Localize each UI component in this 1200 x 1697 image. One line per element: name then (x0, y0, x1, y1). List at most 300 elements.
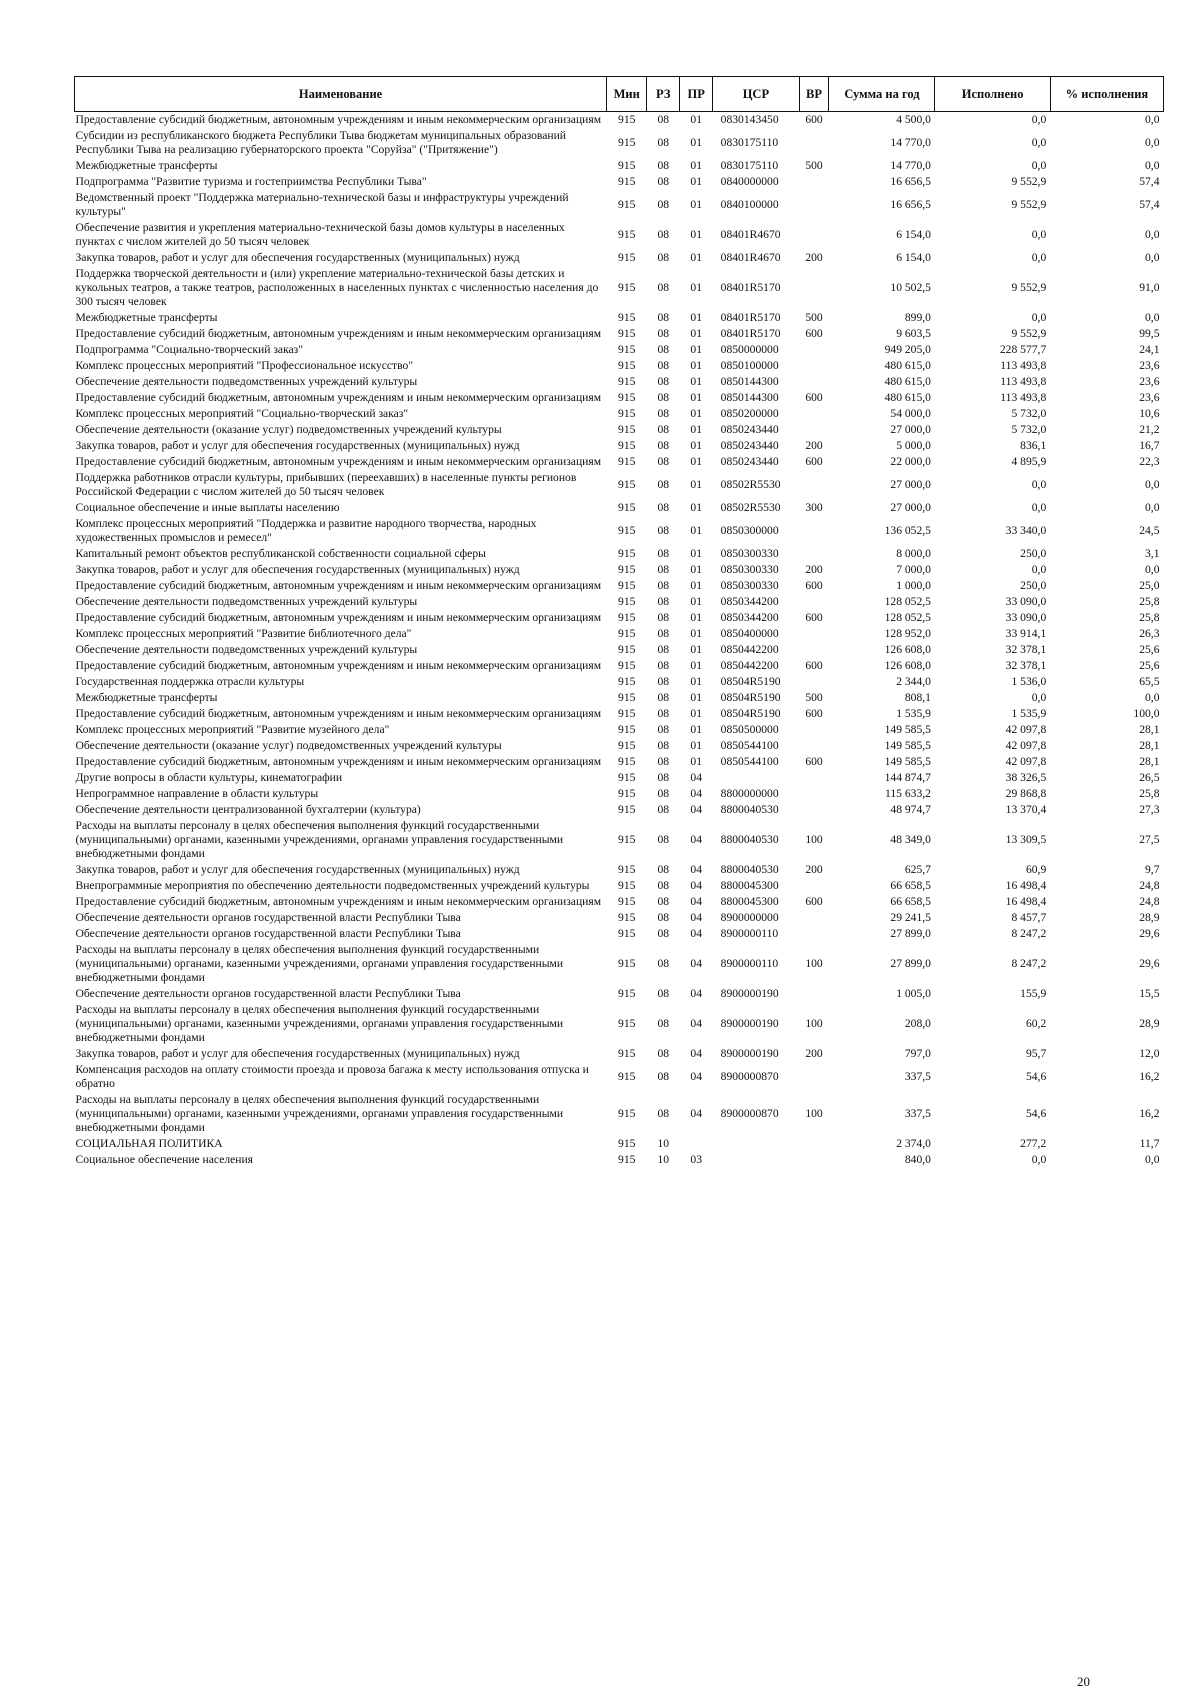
cell-vr: 100 (805, 1107, 823, 1120)
col-header-pr: ПР (680, 77, 713, 112)
cell-pct: 26,5 (1139, 771, 1160, 784)
table-row (75, 406, 1164, 422)
cell-vr (799, 770, 829, 786)
cell-csr: 08401R5170 (720, 281, 781, 294)
cell-vr: 100 (805, 833, 823, 846)
cell-vr: 200 (805, 1047, 823, 1060)
cell-csr: 0840000000 (720, 175, 779, 188)
cell-pr: 01 (690, 675, 702, 688)
table-row (75, 174, 1164, 190)
table-row (75, 112, 1164, 129)
cell-pr: 01 (690, 739, 702, 752)
cell-name: Государственная поддержка отрасли культуры (75, 675, 305, 688)
cell-vr (799, 1152, 829, 1168)
cell-rz: 08 (657, 198, 670, 211)
cell-pct: 24,1 (1139, 343, 1160, 356)
cell-pr: 04 (690, 987, 702, 1000)
cell-pct: 25,0 (1139, 579, 1160, 592)
cell-done: 33 090,0 (1005, 611, 1047, 624)
col-header-pct: % исполнения (1050, 77, 1163, 112)
cell-name: Расходы на выплаты персоналу в целях обеспечения выполнения функций государственными (муниципальными) органами, казенными учреждениями, органами управления государственными внебюджетными фондами (75, 1003, 564, 1044)
cell-rz: 08 (657, 423, 670, 436)
cell-name: Обеспечение деятельности органов государственной власти Республики Тыва (75, 927, 461, 940)
cell-sum: 797,0 (904, 1047, 931, 1060)
cell-name: Подпрограмма "Социально-творческий заказ" (75, 343, 303, 356)
cell-vr (799, 358, 829, 374)
cell-rz: 08 (657, 755, 670, 768)
budget-table (74, 76, 1164, 1168)
cell-pr: 01 (690, 198, 702, 211)
cell-csr: 0830175110 (720, 159, 779, 172)
cell-csr: 08401R5170 (720, 311, 781, 324)
cell-name: Межбюджетные трансферты (75, 159, 218, 172)
cell-name: Расходы на выплаты персоналу в целях обеспечения выполнения функций государственными (муниципальными) органами, казенными учреждениями, органами управления государственными внебюджетными фондами (75, 1093, 564, 1134)
cell-name: Предоставление субсидий бюджетным, автономным учреждениям и иным некоммерческим организациям (75, 391, 602, 404)
cell-sum: 149 585,5 (884, 755, 931, 768)
cell-name: Непрограммное направление в области культуры (75, 787, 319, 800)
cell-min: 915 (618, 627, 636, 640)
cell-min: 915 (618, 175, 636, 188)
cell-pr: 04 (690, 911, 702, 924)
cell-vr (799, 546, 829, 562)
cell-name: Ведомственный проект "Поддержка материально-технической базы и инфраструктуры учреждений культуры" (75, 191, 569, 218)
cell-min: 915 (618, 198, 636, 211)
cell-vr: 600 (805, 659, 823, 672)
cell-done: 16 498,4 (1005, 879, 1047, 892)
cell-vr: 200 (805, 863, 823, 876)
cell-min: 915 (618, 423, 636, 436)
cell-csr: 0850344200 (720, 611, 779, 624)
cell-rz: 08 (657, 739, 670, 752)
cell-pct: 3,1 (1145, 547, 1160, 560)
cell-sum: 126 608,0 (884, 643, 931, 656)
cell-rz: 08 (657, 439, 670, 452)
table-row (75, 470, 1164, 500)
cell-sum: 48 974,7 (890, 803, 931, 816)
cell-min: 915 (618, 407, 636, 420)
cell-name: Закупка товаров, работ и услуг для обеспечения государственных (муниципальных) нужд (75, 1047, 520, 1060)
cell-sum: 337,5 (904, 1107, 931, 1120)
cell-pct: 0,0 (1145, 113, 1160, 126)
cell-name: СОЦИАЛЬНАЯ ПОЛИТИКА (75, 1137, 223, 1150)
cell-pct: 28,1 (1139, 755, 1160, 768)
col-header-min: Мин (607, 77, 647, 112)
table-row (75, 374, 1164, 390)
cell-pr: 04 (690, 771, 702, 784)
cell-pr: 01 (690, 159, 702, 172)
cell-vr: 600 (805, 391, 823, 404)
cell-name: Комплекс процессных мероприятий "Профессиональное искусство" (75, 359, 414, 372)
cell-csr: 8800040530 (720, 863, 779, 876)
cell-vr (799, 626, 829, 642)
cell-vr: 100 (805, 957, 823, 970)
cell-csr (713, 1152, 799, 1168)
cell-done: 33 340,0 (1005, 524, 1047, 537)
cell-sum: 48 349,0 (890, 833, 931, 846)
cell-rz: 08 (657, 879, 670, 892)
cell-rz: 08 (657, 159, 670, 172)
cell-pr: 01 (690, 627, 702, 640)
table-row (75, 626, 1164, 642)
cell-sum: 14 770,0 (890, 159, 931, 172)
cell-done: 250,0 (1020, 547, 1047, 560)
cell-pr: 04 (690, 787, 702, 800)
cell-rz: 08 (657, 803, 670, 816)
cell-pct: 0,0 (1145, 159, 1160, 172)
cell-vr: 300 (805, 501, 823, 514)
cell-min: 915 (618, 478, 636, 491)
cell-done: 0,0 (1031, 251, 1047, 264)
cell-pct: 21,2 (1139, 423, 1160, 436)
cell-vr (799, 1136, 829, 1152)
cell-csr: 0830175110 (720, 136, 779, 149)
cell-name: Капитальный ремонт объектов республиканской собственности социальной сферы (75, 547, 486, 560)
cell-name: Расходы на выплаты персоналу в целях обеспечения выполнения функций государственными (муниципальными) органами, казенными учреждениями, органами управления государственными внебюджетными фондами (75, 819, 564, 860)
cell-pct: 0,0 (1145, 691, 1160, 704)
cell-vr: 600 (805, 611, 823, 624)
cell-csr: 0850100000 (720, 359, 779, 372)
cell-min: 915 (618, 833, 636, 846)
cell-sum: 27 000,0 (890, 423, 931, 436)
cell-sum: 27 000,0 (890, 478, 931, 491)
cell-rz: 08 (657, 611, 670, 624)
cell-done: 13 309,5 (1005, 833, 1047, 846)
cell-done: 4 895,9 (1011, 455, 1047, 468)
cell-pct: 99,5 (1139, 327, 1160, 340)
cell-done: 5 732,0 (1011, 407, 1047, 420)
cell-pct: 23,6 (1139, 359, 1160, 372)
cell-vr: 100 (805, 1017, 823, 1030)
cell-pr: 01 (690, 547, 702, 560)
table-row (75, 878, 1164, 894)
cell-done: 0,0 (1031, 159, 1047, 172)
cell-done: 42 097,8 (1005, 723, 1047, 736)
cell-csr: 8900000190 (720, 987, 779, 1000)
cell-rz: 08 (657, 407, 670, 420)
table-row (75, 1136, 1164, 1152)
cell-name: Обеспечение развития и укрепления материально-технической базы домов культуры в населенных пунктах с числом жителей до 50 тысяч человек (75, 221, 565, 248)
cell-pct: 27,5 (1139, 833, 1160, 846)
cell-sum: 1 000,0 (896, 579, 931, 592)
cell-name: Подпрограмма "Развитие туризма и гостеприимства Республики Тыва" (75, 175, 427, 188)
cell-name: Закупка товаров, работ и услуг для обеспечения государственных (муниципальных) нужд (75, 439, 520, 452)
cell-pr: 01 (690, 327, 702, 340)
cell-done: 0,0 (1031, 1153, 1047, 1166)
cell-vr (799, 738, 829, 754)
cell-csr: 0850400000 (720, 627, 779, 640)
cell-min: 915 (618, 343, 636, 356)
cell-vr (799, 594, 829, 610)
cell-rz: 08 (657, 175, 670, 188)
cell-pct: 57,4 (1139, 175, 1160, 188)
cell-rz: 08 (657, 251, 670, 264)
cell-pr: 04 (690, 833, 702, 846)
col-header-done: Исполнено (935, 77, 1050, 112)
cell-vr: 600 (805, 455, 823, 468)
cell-pct: 0,0 (1145, 251, 1160, 264)
cell-min: 915 (618, 327, 636, 340)
cell-sum: 2 344,0 (896, 675, 931, 688)
cell-done: 9 552,9 (1011, 198, 1047, 211)
cell-csr: 8900000000 (720, 911, 779, 924)
cell-min: 915 (618, 895, 636, 908)
cell-min: 915 (618, 547, 636, 560)
cell-min: 915 (618, 1047, 636, 1060)
cell-min: 915 (618, 611, 636, 624)
cell-rz: 10 (657, 1153, 670, 1166)
cell-name: Субсидии из республиканского бюджета Республики Тыва бюджетам муниципальных образований Республики Тыва на реализацию губернаторского проекта "Соруйза" ("Притяжение") (75, 129, 567, 156)
cell-min: 915 (618, 281, 636, 294)
cell-sum: 899,0 (904, 311, 931, 324)
cell-pr: 04 (690, 895, 702, 908)
cell-sum: 208,0 (904, 1017, 931, 1030)
table-row (75, 862, 1164, 878)
cell-min: 915 (618, 455, 636, 468)
cell-pr: 01 (690, 478, 702, 491)
cell-done: 0,0 (1031, 311, 1047, 324)
cell-csr: 8800045300 (720, 879, 779, 892)
cell-min: 915 (618, 911, 636, 924)
cell-csr: 0850144300 (720, 375, 779, 388)
cell-csr: 8800040530 (720, 833, 779, 846)
cell-pr: 01 (690, 281, 702, 294)
cell-rz: 08 (657, 113, 670, 126)
cell-sum: 27 000,0 (890, 501, 931, 514)
cell-pct: 0,0 (1145, 228, 1160, 241)
cell-done: 8 247,2 (1011, 957, 1047, 970)
table-row (75, 1002, 1164, 1046)
cell-pr: 01 (690, 391, 702, 404)
cell-csr: 08504R5190 (720, 691, 781, 704)
table-row (75, 802, 1164, 818)
cell-done: 5 732,0 (1011, 423, 1047, 436)
cell-csr: 0850243440 (720, 423, 779, 436)
cell-pct: 65,5 (1139, 675, 1160, 688)
cell-rz: 08 (657, 375, 670, 388)
table-row (75, 358, 1164, 374)
table-row (75, 500, 1164, 516)
cell-sum: 16 656,5 (890, 175, 931, 188)
table-row (75, 266, 1164, 310)
cell-name: Закупка товаров, работ и услуг для обеспечения государственных (муниципальных) нужд (75, 863, 520, 876)
cell-name: Предоставление субсидий бюджетным, автономным учреждениям и иным некоммерческим организациям (75, 327, 602, 340)
cell-pr: 01 (690, 251, 702, 264)
cell-done: 32 378,1 (1005, 659, 1047, 672)
cell-name: Внепрограммные мероприятия по обеспечению деятельности подведомственных учреждений культуры (75, 879, 590, 892)
cell-vr (799, 986, 829, 1002)
cell-done: 8 247,2 (1011, 927, 1047, 940)
cell-name: Социальное обеспечение и иные выплаты населению (75, 501, 340, 514)
cell-csr: 0840100000 (720, 198, 779, 211)
table-row (75, 190, 1164, 220)
cell-min: 915 (618, 595, 636, 608)
cell-rz: 08 (657, 643, 670, 656)
cell-done: 113 493,8 (1000, 375, 1047, 388)
cell-min: 915 (618, 228, 636, 241)
cell-done: 113 493,8 (1000, 391, 1047, 404)
cell-pct: 0,0 (1145, 478, 1160, 491)
cell-vr (799, 190, 829, 220)
cell-done: 155,9 (1020, 987, 1047, 1000)
cell-csr: 0850200000 (720, 407, 779, 420)
cell-sum: 480 615,0 (884, 359, 931, 372)
cell-pr: 01 (690, 659, 702, 672)
cell-name: Поддержка работников отрасли культуры, прибывших (переехавших) в населенные пункты регионов Российской Федерации с числом жителей до 50 тысяч человек (75, 471, 577, 498)
cell-csr: 0850243440 (720, 439, 779, 452)
cell-done: 95,7 (1025, 1047, 1047, 1060)
cell-csr: 8800000000 (720, 787, 779, 800)
cell-sum: 1 535,9 (896, 707, 931, 720)
cell-pct: 25,8 (1139, 787, 1160, 800)
cell-done: 0,0 (1031, 136, 1047, 149)
cell-sum: 27 899,0 (890, 927, 931, 940)
cell-name: Предоставление субсидий бюджетным, автономным учреждениям и иным некоммерческим организациям (75, 579, 602, 592)
cell-csr: 08502R5530 (720, 478, 781, 491)
cell-min: 915 (618, 723, 636, 736)
cell-pr: 01 (690, 595, 702, 608)
cell-pr: 04 (690, 1017, 702, 1030)
table-row (75, 722, 1164, 738)
cell-pct: 22,3 (1139, 455, 1160, 468)
cell-done: 33 090,0 (1005, 595, 1047, 608)
cell-name: Обеспечение деятельности органов государственной власти Республики Тыва (75, 987, 461, 1000)
cell-vr (799, 802, 829, 818)
cell-sum: 5 000,0 (896, 439, 931, 452)
cell-pct: 0,0 (1145, 1153, 1160, 1166)
cell-csr: 8900000870 (720, 1070, 779, 1083)
cell-sum: 480 615,0 (884, 375, 931, 388)
cell-vr (799, 470, 829, 500)
cell-min: 915 (618, 879, 636, 892)
table-row (75, 754, 1164, 770)
table-header-row (75, 77, 1164, 112)
cell-pct: 26,3 (1139, 627, 1160, 640)
cell-min: 915 (618, 643, 636, 656)
cell-done: 228 577,7 (999, 343, 1047, 356)
cell-rz: 10 (657, 1137, 670, 1150)
cell-rz: 08 (657, 1017, 670, 1030)
cell-pr: 04 (690, 1047, 702, 1060)
cell-name: Предоставление субсидий бюджетным, автономным учреждениям и иным некоммерческим организациям (75, 611, 602, 624)
cell-pct: 29,6 (1139, 927, 1160, 940)
cell-csr: 0850544100 (720, 755, 779, 768)
table-body (75, 112, 1164, 1169)
table-row (75, 250, 1164, 266)
cell-rz: 08 (657, 895, 670, 908)
table-row (75, 438, 1164, 454)
cell-csr (713, 1136, 799, 1152)
cell-name: Социальное обеспечение населения (75, 1153, 254, 1166)
cell-vr (799, 910, 829, 926)
table-row (75, 516, 1164, 546)
cell-sum: 66 658,5 (890, 895, 931, 908)
cell-pr: 04 (690, 1070, 702, 1083)
cell-vr: 500 (805, 159, 823, 172)
cell-done: 0,0 (1031, 501, 1047, 514)
cell-sum: 66 658,5 (890, 879, 931, 892)
cell-sum: 10 502,5 (890, 281, 931, 294)
cell-pct: 29,6 (1139, 957, 1160, 970)
cell-vr (799, 722, 829, 738)
cell-done: 9 552,9 (1011, 281, 1047, 294)
cell-sum: 128 052,5 (884, 595, 931, 608)
cell-pct: 15,5 (1139, 987, 1160, 1000)
cell-pr: 04 (690, 927, 702, 940)
cell-min: 915 (618, 159, 636, 172)
cell-min: 915 (618, 675, 636, 688)
cell-csr: 0850544100 (720, 739, 779, 752)
cell-rz: 08 (657, 1107, 670, 1120)
cell-sum: 126 608,0 (884, 659, 931, 672)
cell-vr: 600 (805, 707, 823, 720)
cell-sum: 136 052,5 (884, 524, 931, 537)
cell-done: 54,6 (1025, 1070, 1047, 1083)
cell-pr: 01 (690, 707, 702, 720)
cell-vr: 500 (805, 691, 823, 704)
cell-vr: 600 (805, 755, 823, 768)
cell-sum: 128 052,5 (884, 611, 931, 624)
table-row (75, 158, 1164, 174)
cell-csr: 8800040530 (720, 803, 779, 816)
cell-pr: 01 (690, 175, 702, 188)
cell-pct: 0,0 (1145, 136, 1160, 149)
cell-csr: 0830143450 (720, 113, 779, 126)
cell-pct: 25,6 (1139, 659, 1160, 672)
cell-csr: 0850300330 (720, 547, 779, 560)
table-row (75, 786, 1164, 802)
cell-sum: 149 585,5 (884, 739, 931, 752)
cell-vr (799, 374, 829, 390)
cell-min: 915 (618, 1107, 636, 1120)
cell-min: 915 (618, 755, 636, 768)
table-row (75, 770, 1164, 786)
cell-vr: 200 (805, 439, 823, 452)
cell-csr: 0850243440 (720, 455, 779, 468)
cell-pr: 01 (690, 343, 702, 356)
table-row (75, 1046, 1164, 1062)
cell-pr: 01 (690, 755, 702, 768)
cell-pr: 01 (690, 501, 702, 514)
cell-vr: 600 (805, 113, 823, 126)
cell-rz: 08 (657, 563, 670, 576)
table-row (75, 926, 1164, 942)
cell-name: Предоставление субсидий бюджетным, автономным учреждениям и иным некоммерческим организациям (75, 659, 602, 672)
cell-rz: 08 (657, 478, 670, 491)
cell-csr: 8800045300 (720, 895, 779, 908)
table-row (75, 818, 1164, 862)
table-row (75, 894, 1164, 910)
cell-done: 277,2 (1020, 1137, 1047, 1150)
cell-rz: 08 (657, 863, 670, 876)
cell-vr: 600 (805, 327, 823, 340)
cell-sum: 144 874,7 (884, 771, 931, 784)
cell-pct: 24,5 (1139, 524, 1160, 537)
cell-vr (799, 342, 829, 358)
cell-rz: 08 (657, 343, 670, 356)
cell-pct: 12,0 (1139, 1047, 1160, 1060)
cell-name: Обеспечение деятельности (оказание услуг) подведомственных учреждений культуры (75, 739, 502, 752)
cell-pct: 28,9 (1139, 1017, 1160, 1030)
cell-csr: 0850442200 (720, 659, 779, 672)
cell-pr: 01 (690, 439, 702, 452)
cell-rz: 08 (657, 675, 670, 688)
cell-done: 33 914,1 (1005, 627, 1047, 640)
cell-vr (799, 786, 829, 802)
cell-rz: 08 (657, 595, 670, 608)
cell-sum: 22 000,0 (890, 455, 931, 468)
cell-min: 915 (618, 1070, 636, 1083)
cell-rz: 08 (657, 723, 670, 736)
